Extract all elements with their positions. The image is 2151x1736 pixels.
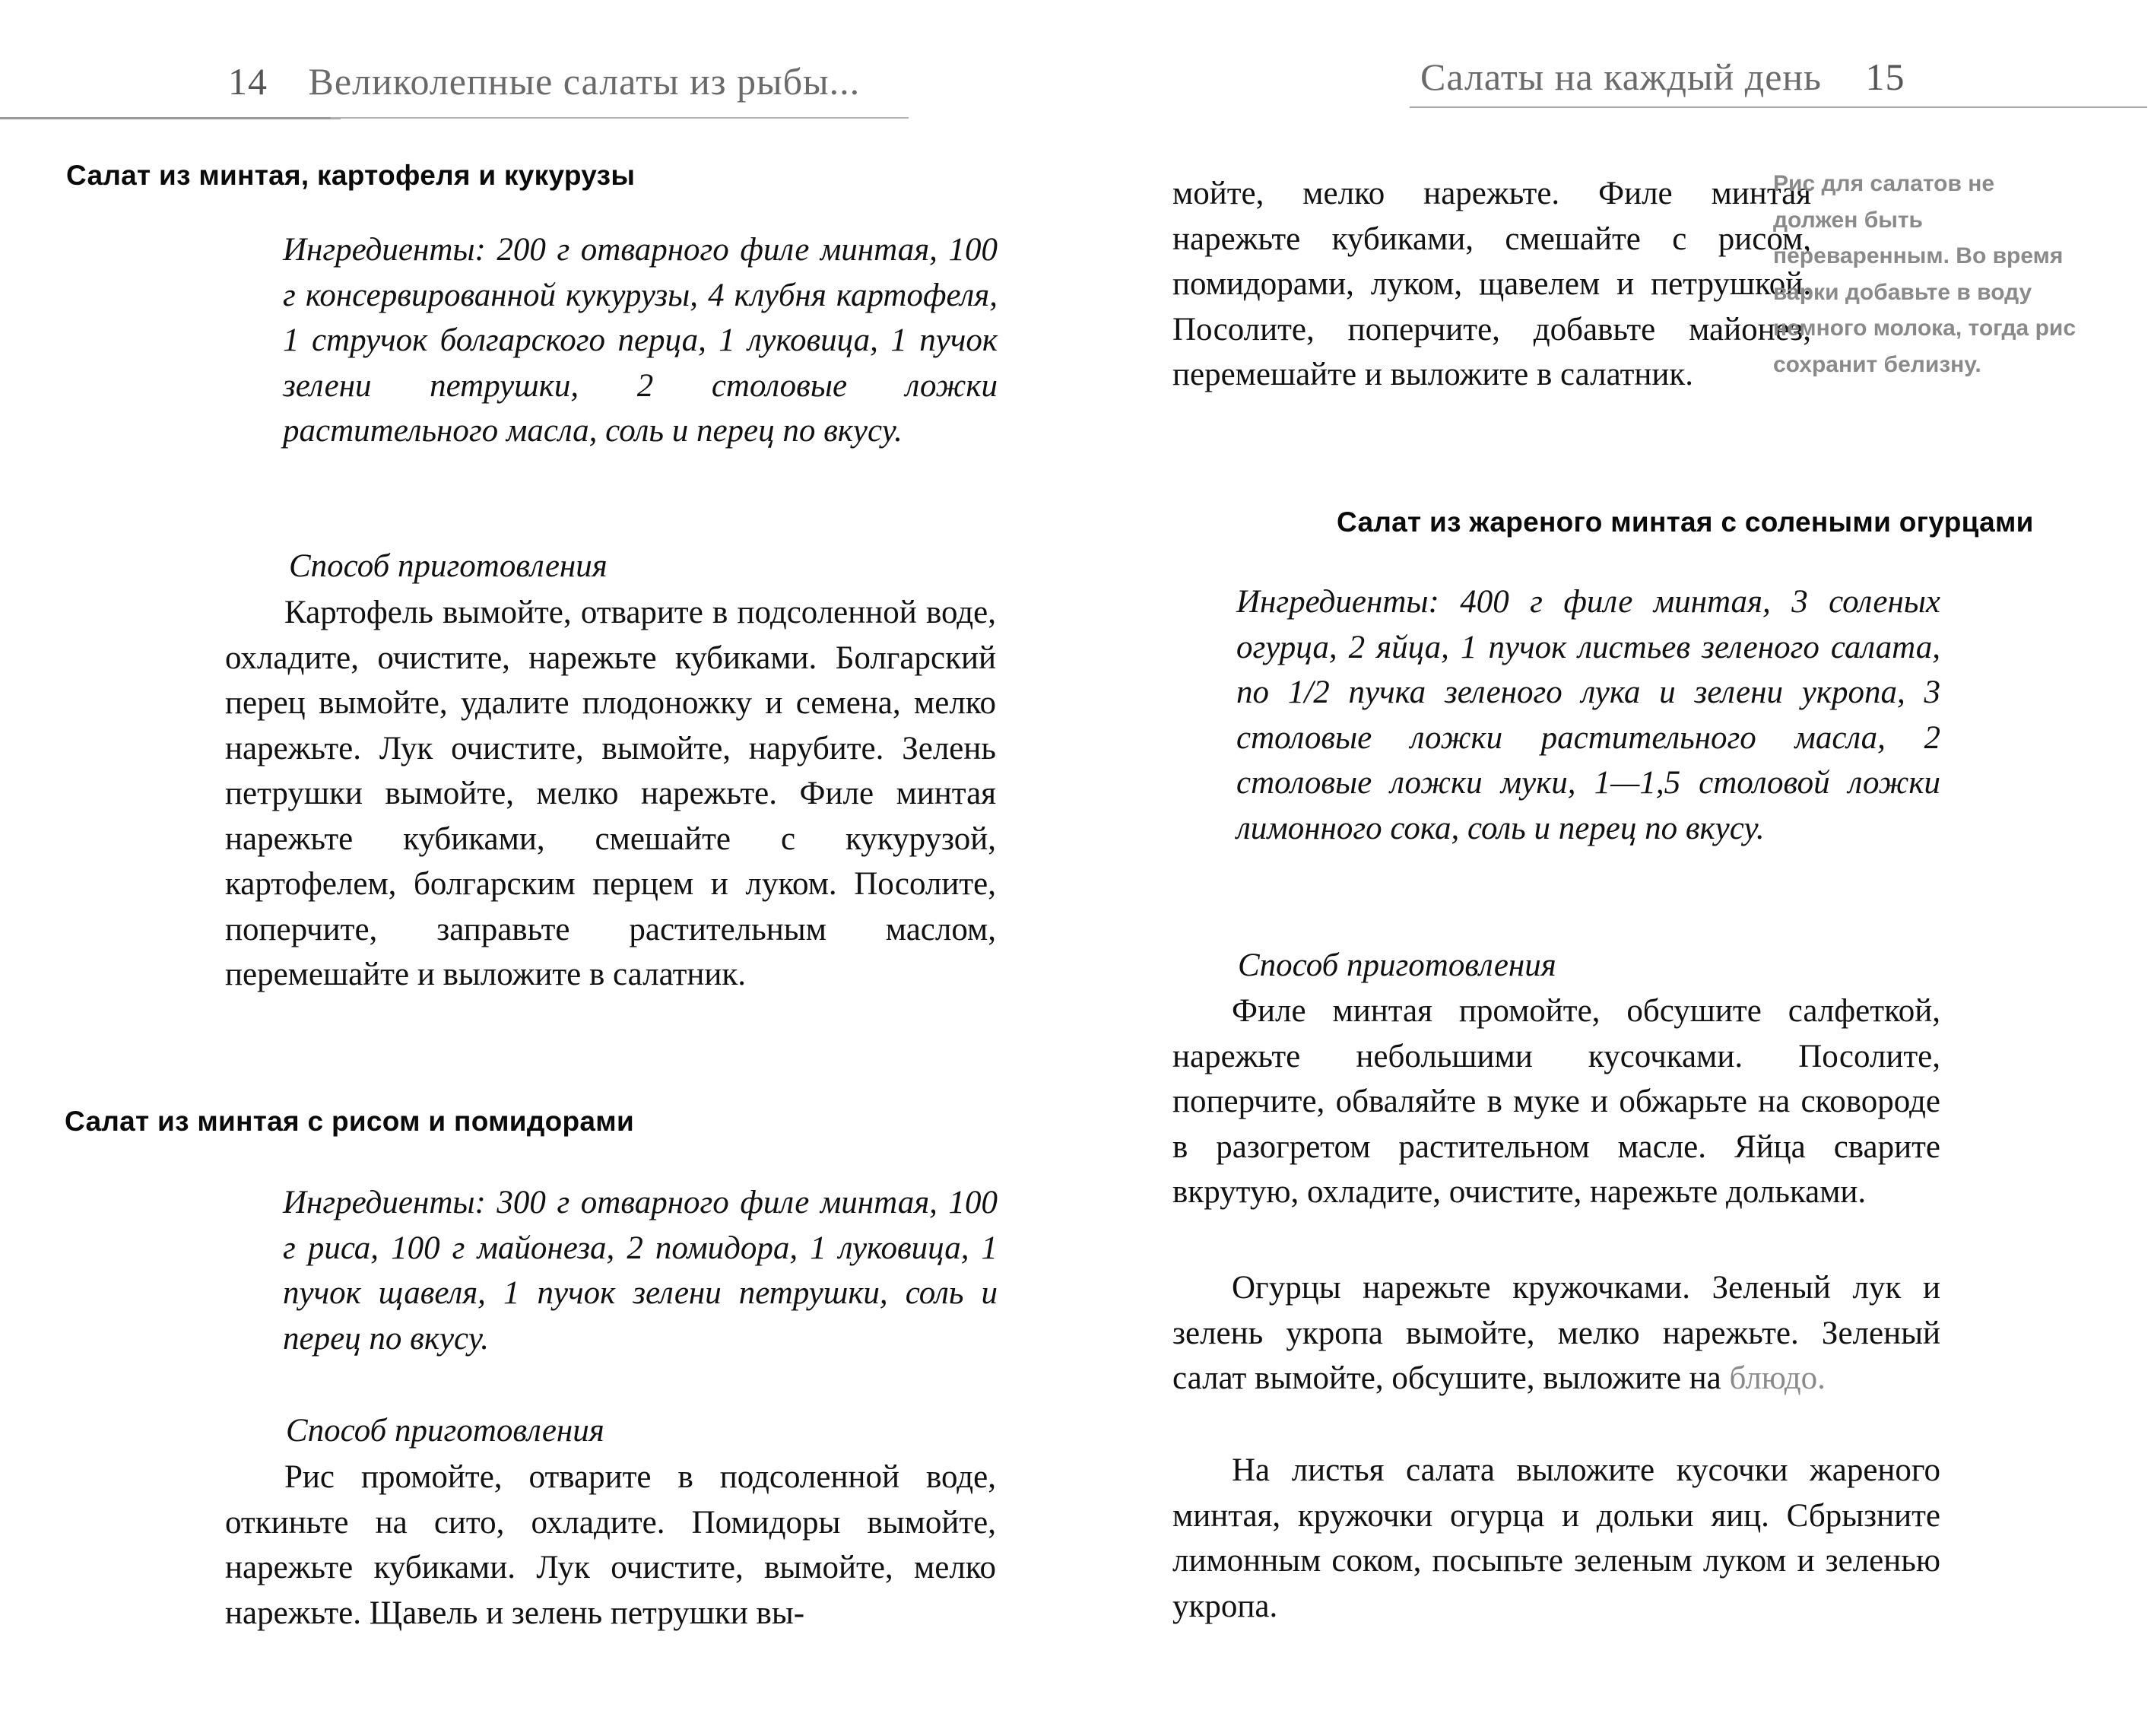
rice-tip-sidenote: Рис для салатов не должен быть переваренным. Во время варки добавьте в воду немного молока, тогда рис сохранит белизну. xyxy=(1773,171,2076,377)
right-page-number: 15 xyxy=(1865,56,1905,98)
left-running-header xyxy=(228,60,861,103)
recipe2-method: Рис промойте, отварите в подсоленной воде, откиньте на сито, охладите. Помидоры вымойте, нарежьте кубиками. Лук очистите, вымойте, мелко нарежьте. Щавель и зелень петрушки вы- xyxy=(225,1459,996,1631)
recipe3-title: Салат из жареного минтая с солеными огурцами xyxy=(1337,506,2034,538)
recipe2-method-continued: мойте, мелко нарежьте. Филе минтая нарежьте кубиками, смешайте с рисом, помидорами, луком, щавелем и петрушкой. Посолите, поперчите, добавьте майонез, перемешайте и выложите в салатник. xyxy=(1172,176,1811,392)
recipe3-ingredients: Ингредиенты: 400 г филе минтая, 3 соленых огурца, 2 яйца, 1 пучок листьев зеленого салата, по 1/2 пучка зеленого лука и зелени укропа, 3 столовые ложки растительного масла, 2 столовые ложки муки, 1—1,5 столовой ложки лимонного сока, соль и перец по вкусу. xyxy=(1236,584,1940,846)
left-page xyxy=(0,0,1075,1736)
recipe3-method-p3: На листья салата выложите кусочки жареного минтая, кружочки огурца и дольки яиц. Сбрызните лимонным соком, посыпьте зеленым луком и зеленью укропа. xyxy=(1172,1452,1940,1624)
recipe3-method-p2 xyxy=(1172,1265,1940,1401)
recipe1-ingredients: Ингредиенты: 200 г отварного филе минтая, 100 г консервированной кукурузы, 4 клубня картофеля, 1 стручок болгарского перца, 1 луковица, 1 пучок зелени петрушки, 2 столовые ложки растительного масла, соль и перец по вкусу. xyxy=(283,232,998,449)
left-running-title: Великолепные салаты из рыбы... xyxy=(308,60,861,103)
left-header-rule xyxy=(0,117,341,119)
recipe3-method-p2-main: Огурцы нарежьте кружочками. Зеленый лук и зелень укропа вымойте, мелко нарежьте. Зеленый салат вымойте, обсушите, выложите на xyxy=(1172,1270,1940,1396)
recipe2-ingredients: Ингредиенты: 300 г отварного филе минтая, 100 г риса, 100 г майонеза, 2 помидора, 1 луковица, 1 пучок щавеля, 1 пучок зелени петрушки, соль и перец по вкусу. xyxy=(283,1185,998,1357)
right-header-rule xyxy=(1410,106,2147,108)
right-running-header xyxy=(1420,58,1905,96)
recipe3-method-label: Способ приготовления xyxy=(1238,947,1556,983)
recipe2-method-label: Способ приготовления xyxy=(286,1413,604,1449)
recipe1-title: Салат из минтая, картофеля и кукурузы xyxy=(66,160,636,191)
right-running-title: Салаты на каждый день xyxy=(1420,56,1822,98)
recipe3-method-p1: Филе минтая промойте, обсушите салфеткой, нарежьте небольшими кусочками. Посолите, поперчите, обваляйте в муке и обжарьте на сковороде в разогретом растительном масле. Яйца сварите вкрутую, охладите, очистите, нарежьте дольками. xyxy=(1172,993,1940,1210)
left-page-number: 14 xyxy=(228,60,268,103)
recipe1-method: Картофель вымойте, отварите в подсоленной воде, охладите, очистите, нарежьте кубиками. Болгарский перец вымойте, удалите плодоножку и семена, мелко нарежьте. Лук очистите, вымойте, нарубите. Зелень петрушки вымойте, мелко нарежьте. Филе минтая нарежьте кубиками, смешайте с кукурузой, картофелем, болгарским перцем и луком. Посолите, поперчите, заправьте растительным маслом, перемешайте и выложите в салатник. xyxy=(225,595,996,992)
right-page xyxy=(1075,0,2151,1736)
recipe3-method-p2-tail: блюдо. xyxy=(1729,1360,1826,1396)
recipe2-title: Салат из минтая с рисом и помидорами xyxy=(65,1106,635,1137)
recipe1-method-label: Способ приготовления xyxy=(289,548,608,584)
left-header-rule-right xyxy=(331,117,909,119)
